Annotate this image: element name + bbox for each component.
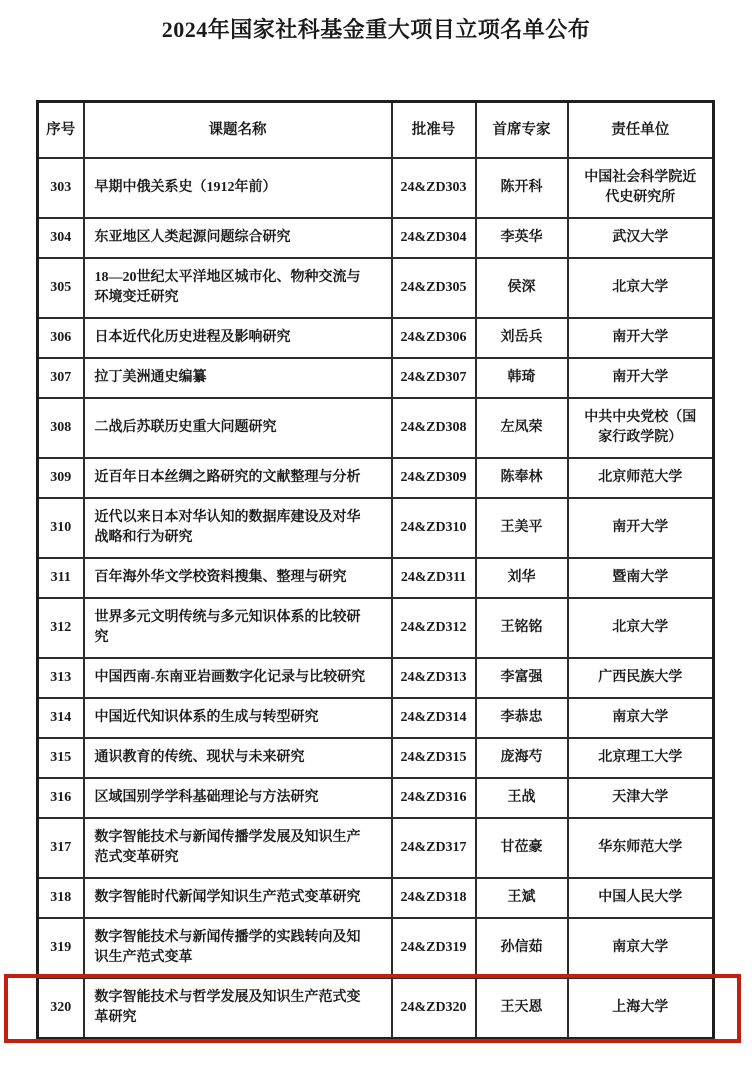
cell-title: 世界多元文明传统与多元知识体系的比较研究 bbox=[84, 598, 392, 658]
table-row bbox=[38, 558, 714, 598]
cell-expert: 刘华 bbox=[476, 558, 568, 598]
cell-grant: 24&ZD316 bbox=[392, 778, 476, 818]
cell-no: 303 bbox=[38, 158, 84, 218]
table-row bbox=[38, 498, 714, 558]
cell-no: 320 bbox=[38, 978, 84, 1039]
cell-title: 数字智能技术与新闻传播学发展及知识生产范式变革研究 bbox=[84, 818, 392, 878]
cell-org: 南开大学 bbox=[568, 498, 714, 558]
table-row bbox=[38, 158, 714, 218]
table-header-row bbox=[38, 102, 714, 159]
projects-table bbox=[36, 100, 715, 1040]
cell-org: 北京大学 bbox=[568, 258, 714, 318]
cell-expert: 刘岳兵 bbox=[476, 318, 568, 358]
cell-no: 304 bbox=[38, 218, 84, 258]
cell-title: 数字智能技术与新闻传播学的实践转向及知识生产范式变革 bbox=[84, 918, 392, 978]
cell-grant: 24&ZD304 bbox=[392, 218, 476, 258]
cell-org: 天津大学 bbox=[568, 778, 714, 818]
cell-title: 拉丁美洲通史编纂 bbox=[84, 358, 392, 398]
cell-grant: 24&ZD315 bbox=[392, 738, 476, 778]
cell-no: 306 bbox=[38, 318, 84, 358]
cell-title: 近百年日本丝绸之路研究的文献整理与分析 bbox=[84, 458, 392, 498]
cell-expert: 王斌 bbox=[476, 878, 568, 918]
cell-no: 305 bbox=[38, 258, 84, 318]
cell-org: 中共中央党校（国家行政学院） bbox=[568, 398, 714, 458]
cell-no: 317 bbox=[38, 818, 84, 878]
cell-expert: 左凤荣 bbox=[476, 398, 568, 458]
cell-grant: 24&ZD310 bbox=[392, 498, 476, 558]
cell-title: 18—20世纪太平洋地区城市化、物种交流与环境变迁研究 bbox=[84, 258, 392, 318]
cell-no: 308 bbox=[38, 398, 84, 458]
table-row bbox=[38, 398, 714, 458]
cell-grant: 24&ZD305 bbox=[392, 258, 476, 318]
cell-expert: 陈奉林 bbox=[476, 458, 568, 498]
cell-grant: 24&ZD306 bbox=[392, 318, 476, 358]
cell-grant: 24&ZD320 bbox=[392, 978, 476, 1039]
column-header-grant: 批准号 bbox=[392, 102, 476, 159]
cell-org: 南开大学 bbox=[568, 318, 714, 358]
table-row bbox=[38, 458, 714, 498]
cell-expert: 王天恩 bbox=[476, 978, 568, 1039]
table-row bbox=[38, 658, 714, 698]
column-header-org: 责任单位 bbox=[568, 102, 714, 159]
cell-title: 近代以来日本对华认知的数据库建设及对华战略和行为研究 bbox=[84, 498, 392, 558]
table-row bbox=[38, 598, 714, 658]
cell-no: 316 bbox=[38, 778, 84, 818]
cell-org: 上海大学 bbox=[568, 978, 714, 1039]
cell-no: 307 bbox=[38, 358, 84, 398]
cell-no: 319 bbox=[38, 918, 84, 978]
table-row bbox=[38, 818, 714, 878]
cell-grant: 24&ZD312 bbox=[392, 598, 476, 658]
cell-expert: 李富强 bbox=[476, 658, 568, 698]
cell-title: 数字智能时代新闻学知识生产范式变革研究 bbox=[84, 878, 392, 918]
cell-no: 318 bbox=[38, 878, 84, 918]
cell-grant: 24&ZD313 bbox=[392, 658, 476, 698]
cell-title: 二战后苏联历史重大问题研究 bbox=[84, 398, 392, 458]
cell-org: 中国社会科学院近代史研究所 bbox=[568, 158, 714, 218]
cell-title: 中国西南-东南亚岩画数字化记录与比较研究 bbox=[84, 658, 392, 698]
cell-expert: 王铭铭 bbox=[476, 598, 568, 658]
cell-no: 309 bbox=[38, 458, 84, 498]
cell-org: 北京师范大学 bbox=[568, 458, 714, 498]
table-row bbox=[38, 258, 714, 318]
cell-org: 南京大学 bbox=[568, 698, 714, 738]
cell-org: 北京大学 bbox=[568, 598, 714, 658]
cell-grant: 24&ZD309 bbox=[392, 458, 476, 498]
cell-expert: 韩琦 bbox=[476, 358, 568, 398]
cell-expert: 孙信茹 bbox=[476, 918, 568, 978]
table-row bbox=[38, 878, 714, 918]
cell-title: 中国近代知识体系的生成与转型研究 bbox=[84, 698, 392, 738]
cell-no: 311 bbox=[38, 558, 84, 598]
cell-grant: 24&ZD303 bbox=[392, 158, 476, 218]
cell-no: 310 bbox=[38, 498, 84, 558]
cell-org: 武汉大学 bbox=[568, 218, 714, 258]
cell-org: 暨南大学 bbox=[568, 558, 714, 598]
cell-expert: 李英华 bbox=[476, 218, 568, 258]
table-row bbox=[38, 738, 714, 778]
cell-no: 312 bbox=[38, 598, 84, 658]
table-row bbox=[38, 358, 714, 398]
cell-no: 314 bbox=[38, 698, 84, 738]
cell-org: 中国人民大学 bbox=[568, 878, 714, 918]
cell-grant: 24&ZD319 bbox=[392, 918, 476, 978]
cell-expert: 王美平 bbox=[476, 498, 568, 558]
cell-grant: 24&ZD308 bbox=[392, 398, 476, 458]
cell-title: 东亚地区人类起源问题综合研究 bbox=[84, 218, 392, 258]
cell-grant: 24&ZD314 bbox=[392, 698, 476, 738]
table-row bbox=[38, 778, 714, 818]
cell-title: 数字智能技术与哲学发展及知识生产范式变革研究 bbox=[84, 978, 392, 1039]
page-title: 2024年国家社科基金重大项目立项名单公布 bbox=[161, 17, 591, 42]
cell-expert: 侯深 bbox=[476, 258, 568, 318]
table-row bbox=[38, 698, 714, 738]
cell-org: 北京理工大学 bbox=[568, 738, 714, 778]
table-row bbox=[38, 218, 714, 258]
table-row-highlighted bbox=[38, 978, 714, 1039]
cell-grant: 24&ZD317 bbox=[392, 818, 476, 878]
cell-no: 315 bbox=[38, 738, 84, 778]
cell-expert: 王战 bbox=[476, 778, 568, 818]
cell-grant: 24&ZD311 bbox=[392, 558, 476, 598]
cell-title: 通识教育的传统、现状与未来研究 bbox=[84, 738, 392, 778]
cell-title: 日本近代化历史进程及影响研究 bbox=[84, 318, 392, 358]
cell-grant: 24&ZD307 bbox=[392, 358, 476, 398]
cell-title: 早期中俄关系史（1912年前） bbox=[84, 158, 392, 218]
column-header-title: 课题名称 bbox=[84, 102, 392, 159]
cell-expert: 陈开科 bbox=[476, 158, 568, 218]
cell-title: 区域国别学学科基础理论与方法研究 bbox=[84, 778, 392, 818]
column-header-expert: 首席专家 bbox=[476, 102, 568, 159]
cell-expert: 庞海芍 bbox=[476, 738, 568, 778]
column-header-no: 序号 bbox=[38, 102, 84, 159]
cell-expert: 甘莅豪 bbox=[476, 818, 568, 878]
cell-title: 百年海外华文学校资料搜集、整理与研究 bbox=[84, 558, 392, 598]
cell-org: 广西民族大学 bbox=[568, 658, 714, 698]
cell-org: 南开大学 bbox=[568, 358, 714, 398]
table-row bbox=[38, 318, 714, 358]
table-row bbox=[38, 918, 714, 978]
cell-no: 313 bbox=[38, 658, 84, 698]
cell-org: 南京大学 bbox=[568, 918, 714, 978]
cell-grant: 24&ZD318 bbox=[392, 878, 476, 918]
cell-org: 华东师范大学 bbox=[568, 818, 714, 878]
cell-expert: 李恭忠 bbox=[476, 698, 568, 738]
